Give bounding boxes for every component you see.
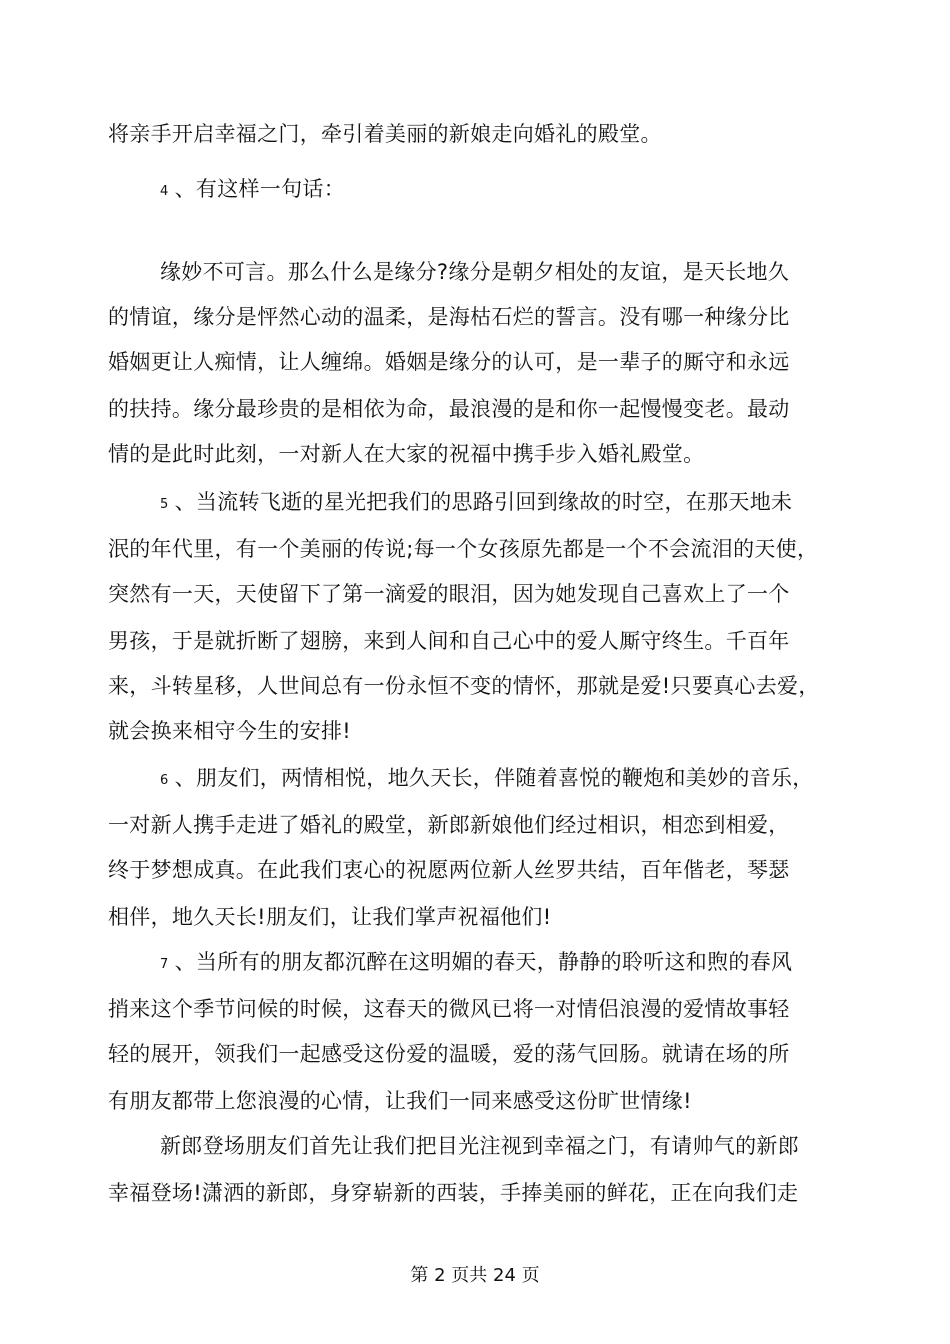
text-line: 男孩，于是就折断了翅膀，来到人间和自己心中的爱人厮守终生。千百年 <box>108 629 790 653</box>
text-line: 就会换来相守今生的安排! <box>108 719 352 743</box>
text-line: 突然有一天，天使留下了第一滴爱的眼泪，因为她发现自己喜欢上了一个 <box>108 582 790 606</box>
list-item-line: 4 、有这样一句话： <box>160 177 345 201</box>
text-line: 婚姻更让人痴情，让人缠绵。婚姻是缘分的认可，是一辈子的厮守和永远 <box>108 350 790 374</box>
text-line: 的情谊，缘分是怦然心动的温柔，是海枯石烂的誓言。没有哪一种缘分比 <box>108 305 790 329</box>
page-footer: 第 2 页共 24 页 <box>410 1265 540 1286</box>
text-line: 的扶持。缘分最珍贵的是相依为命，最浪漫的是和你一起慢慢变老。最动 <box>108 397 790 421</box>
text-line: 缘妙不可言。那么什么是缘分?缘分是朝夕相处的友谊，是天长地久 <box>160 260 790 284</box>
text-line: 泯的年代里，有一个美丽的传说;每一个女孩原先都是一个不会流泪的天使， <box>108 537 819 561</box>
item-number: 5 <box>160 497 169 512</box>
text-line: 轻的展开，领我们一起感受这份爱的温暖，爱的荡气回肠。就请在场的所 <box>108 1042 790 1066</box>
list-item-line: 7 、当所有的朋友都沉醉在这明媚的春天，静静的聆听这和煦的春风 <box>160 950 793 974</box>
item-number: 6 <box>160 773 169 788</box>
text-line: 情的是此时此刻，一对新人在大家的祝福中携手步入婚礼殿堂。 <box>108 442 705 466</box>
list-item-line: 5 、当流转飞逝的星光把我们的思路引回到缘故的时空，在那天地未 <box>160 490 793 514</box>
list-item-line: 6 、朋友们，两情相悦，地久天长，伴随着喜悦的鞭炮和美妙的音乐， <box>160 766 814 790</box>
item-number: 4 <box>160 184 169 199</box>
text-line: 有朋友都带上您浪漫的心情，让我们一同来感受这份旷世情缘! <box>108 1089 692 1113</box>
text-line: 幸福登场!潇洒的新郎，身穿崭新的西装，手捧美丽的鲜花，正在向我们走 <box>108 1181 799 1205</box>
text-line: 将亲手开启幸福之门，牵引着美丽的新娘走向婚礼的殿堂。 <box>108 122 662 146</box>
text-line: 捎来这个季节问候的时候，这春天的微风已将一对情侣浪漫的爱情故事轻 <box>108 997 790 1021</box>
text-line: 终于梦想成真。在此我们衷心的祝愿两位新人丝罗共结，百年偕老，琴瑟 <box>108 858 790 882</box>
text-line: 相伴，地久天长!朋友们，让我们掌声祝福他们! <box>108 905 552 929</box>
text-line: 来，斗转星移，人世间总有一份永恒不变的情怀，那就是爱!只要真心去爱， <box>108 674 820 698</box>
text-line: 一对新人携手走进了婚礼的殿堂，新郎新娘他们经过相识，相恋到相爱， <box>108 813 790 837</box>
item-number: 7 <box>160 957 169 972</box>
text-line: 新郎登场朋友们首先让我们把目光注视到幸福之门，有请帅气的新郎 <box>160 1134 799 1158</box>
